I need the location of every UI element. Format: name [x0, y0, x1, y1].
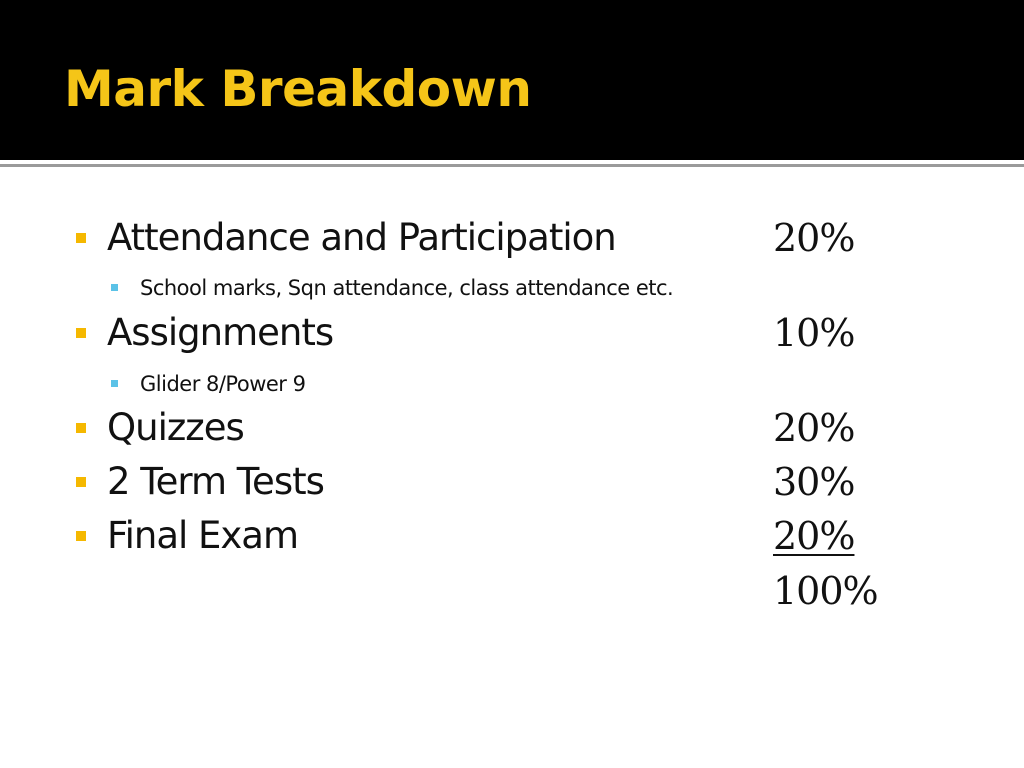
- square-bullet-icon: [76, 423, 86, 433]
- total-percent: 100%: [773, 569, 878, 613]
- item-label: Attendance and Participation: [107, 216, 616, 259]
- item-percent: 10%: [773, 311, 855, 355]
- item-percent: 20%: [773, 216, 855, 260]
- item-label: Final Exam: [107, 514, 299, 557]
- item-label: 2 Term Tests: [107, 460, 324, 503]
- title-rule: [0, 164, 1024, 167]
- item-label: Assignments: [107, 311, 334, 354]
- item-percent: 30%: [773, 460, 855, 504]
- sub-item-label: Glider 8/Power 9: [140, 372, 306, 396]
- square-bullet-icon: [76, 233, 86, 243]
- square-bullet-icon: [111, 284, 118, 291]
- item-percent: 20%: [773, 406, 855, 450]
- square-bullet-icon: [111, 380, 118, 387]
- item-percent: 20%: [773, 514, 855, 558]
- square-bullet-icon: [76, 477, 86, 487]
- square-bullet-icon: [76, 531, 86, 541]
- item-label: Quizzes: [107, 406, 244, 449]
- sub-item-label: School marks, Sqn attendance, class attendance etc.: [140, 276, 674, 300]
- square-bullet-icon: [76, 328, 86, 338]
- slide-title: Mark Breakdown: [64, 60, 532, 118]
